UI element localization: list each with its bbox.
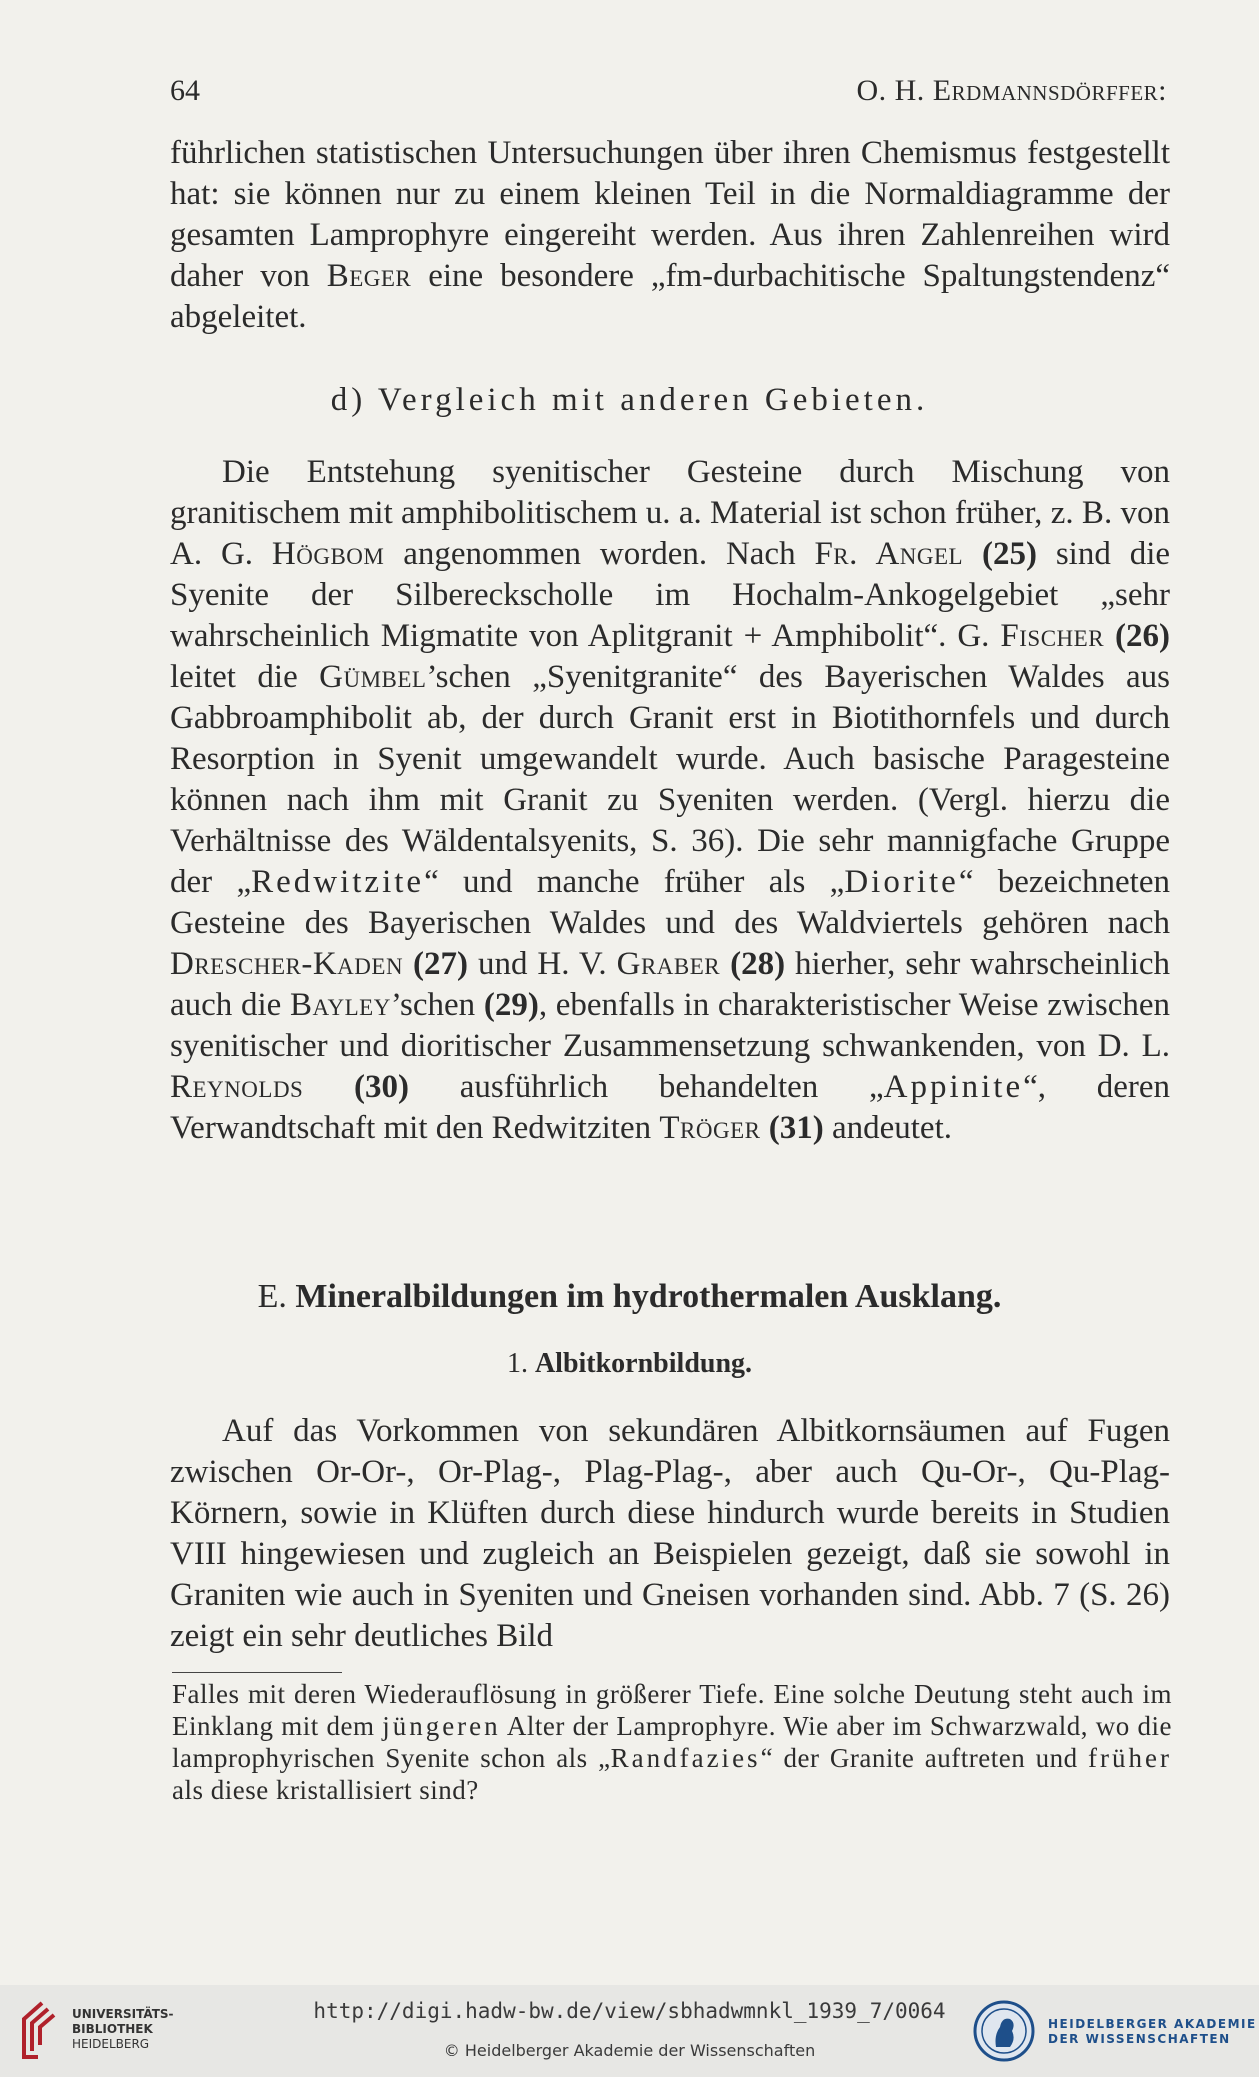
- reference-number: (29): [483, 987, 539, 1023]
- library-name-line: HEIDELBERG: [72, 2037, 150, 2051]
- emphasized-term: Redwitzite: [251, 864, 425, 900]
- page-number: 64: [170, 74, 200, 107]
- paragraph-text: und H. V.: [468, 946, 617, 982]
- digitization-footer: [0, 1985, 1259, 2077]
- section-title: Mineralbildungen im hydrothermalen Ausklang.: [295, 1278, 1002, 1315]
- paragraph-text: eine besondere „fm-durbachitische Spaltungstendenz“ abgeleitet.: [170, 258, 1170, 335]
- footnote-text: Falles mit deren Wiederauflösung in größerer Tiefe. Eine solche Deutung steht auch im Einklang mit dem: [172, 1679, 1172, 1741]
- copyright-notice: © Heidelberger Akademie der Wissenschaften: [443, 2041, 816, 2060]
- paragraph-1: [170, 133, 1170, 338]
- paragraph-text: “, deren Verwandtschaft mit den Redwitziten: [170, 1069, 1170, 1146]
- paragraph-text: “ bezeichneten Gesteine des Bayerischen Waldes und des Waldviertels gehören nach: [170, 864, 1170, 941]
- paragraph-text: ’schen: [390, 987, 484, 1023]
- paragraph-text: Auf das Vorkommen von sekundären Albitkornsäumen auf Fugen zwischen Or-Or-, Or-Plag-, Plag-Plag-, aber auch Qu-Or-, Qu-Plag-Körnern, sowie in Klüften durch diese hindurch wurde bereits in Studien VIII hingewiesen und zugleich an Beispielen gezeigt, daß sie sowohl in Graniten wie auch in Syeniten und Gneisen vorhanden sind. Abb. 7 (S. 26) zeigt ein sehr deutliches Bild: [170, 1413, 1170, 1654]
- paragraph-text: angenommen worden. Nach: [384, 536, 815, 572]
- author-name: Beger: [326, 258, 412, 294]
- footnote-text: “ der Granite auftreten und: [760, 1743, 1089, 1773]
- emphasized-term: Appinite: [883, 1069, 1024, 1105]
- running-head: O. H. Erdmannsdörffer:: [856, 74, 1167, 107]
- author-name: Gümbel: [319, 659, 427, 695]
- paragraph-text: , ebenfalls in charakteristischer Weise zwischen syenitischer und dioritischer Zusammensetzung schwankenden, von D. L.: [170, 987, 1171, 1064]
- reference-number: (30): [354, 1069, 410, 1105]
- author-name: Fr. Angel: [814, 536, 964, 572]
- paragraph-text: sind die Syenite der Silbereckscholle im Hochalm-Ankogelgebiet „sehr wahrscheinlich Migmatite von Aplitgranit + Amphibolit“. G.: [170, 536, 1171, 654]
- subsection-title: Albitkornbildung.: [534, 1348, 753, 1379]
- paragraph-text: Die Entstehung syenitischer Gesteine durch Mischung von granitischem mit amphibolitischem u. a. Material ist schon früher, z. B. von A. G.: [170, 454, 1170, 572]
- footnote-text: als diese kristallisiert sind?: [172, 1775, 479, 1805]
- reference-number: (31): [768, 1110, 824, 1146]
- paragraph-text: führlichen statistischen Untersuchungen über ihren Chemismus festgestellt hat: sie können nur zu einem kleinen Teil in die Normaldiagramme der gesamten Lamprophyre eingereiht werden. Aus ihren Zahlenreihen wird daher von: [170, 135, 1170, 294]
- paragraph-text: leitet die: [170, 659, 320, 695]
- footnote-text: Alter der Lamprophyre. Wie aber im Schwarzwald, wo die lamprophyrischen Syenite schon als „: [172, 1711, 1172, 1773]
- library-name-line: UNIVERSITÄTS-: [72, 2007, 174, 2021]
- author-name: Reynolds: [170, 1069, 304, 1105]
- emphasized-term: Randfazies: [610, 1743, 761, 1773]
- author-name: Bayley: [290, 987, 391, 1023]
- paragraph-text: ’schen „Syenitgranite“ des Bayerischen Waldes aus Gabbroamphibolit ab, der durch Granit erst in Biotithornfels und durch Resorption in Syenit umgewandelt wurde. Auch basische Paragesteine können nach ihm mit Granit zu Syeniten werden. (Vergl. hierzu die Verhältnisse des Wäldentalsyenits, S. 36). Die sehr mannigfache Gruppe der „: [170, 659, 1170, 900]
- author-name: Högbom: [271, 536, 385, 572]
- permalink-url[interactable]: http://digi.hadw-bw.de/view/sbhadwmnkl_1939_7/0064: [313, 1999, 946, 2023]
- paragraph-text: hierher, sehr wahrscheinlich auch die: [170, 946, 1171, 1023]
- author-name: Tröger: [659, 1110, 761, 1146]
- section-heading-e: [0, 1278, 1259, 1316]
- reference-number: (28): [730, 946, 786, 982]
- reference-number: (25): [981, 536, 1037, 572]
- library-name-line: BIBLIOTHEK: [72, 2022, 153, 2036]
- subsection-heading-1: [0, 1348, 1259, 1380]
- footnote-divider: [172, 1672, 342, 1673]
- paragraph-2: [170, 452, 1170, 1149]
- paragraph-text: ausführlich behandelten „: [409, 1069, 884, 1105]
- page-header: [170, 74, 1167, 114]
- section-heading-d: d) Vergleich mit anderen Gebieten.: [330, 382, 929, 418]
- reference-number: (27): [413, 946, 468, 982]
- author-name: Fischer: [1000, 618, 1105, 654]
- academy-name-line: HEIDELBERGER AKADEMIE: [1048, 2017, 1257, 2031]
- subsection-number: 1.: [506, 1348, 528, 1379]
- reference-number: (26): [1115, 618, 1171, 654]
- paragraph-text: andeutet.: [823, 1110, 952, 1146]
- paragraph-text: “ und manche früher als „: [424, 864, 845, 900]
- author-name: Drescher-Kaden: [170, 946, 404, 982]
- emphasized-term: früher: [1088, 1743, 1173, 1773]
- emphasized-term: jüngeren: [382, 1711, 501, 1741]
- paragraph-3: [170, 1411, 1170, 1657]
- section-letter: E.: [257, 1278, 287, 1315]
- academy-seal-icon: [972, 1999, 1036, 2063]
- emphasized-term: Diorite: [844, 864, 959, 900]
- academy-name: [1048, 2017, 1257, 2047]
- academy-name-line: DER WISSENSCHAFTEN: [1048, 2032, 1231, 2046]
- author-name: Graber: [616, 946, 721, 982]
- footnote: [172, 1678, 1172, 1806]
